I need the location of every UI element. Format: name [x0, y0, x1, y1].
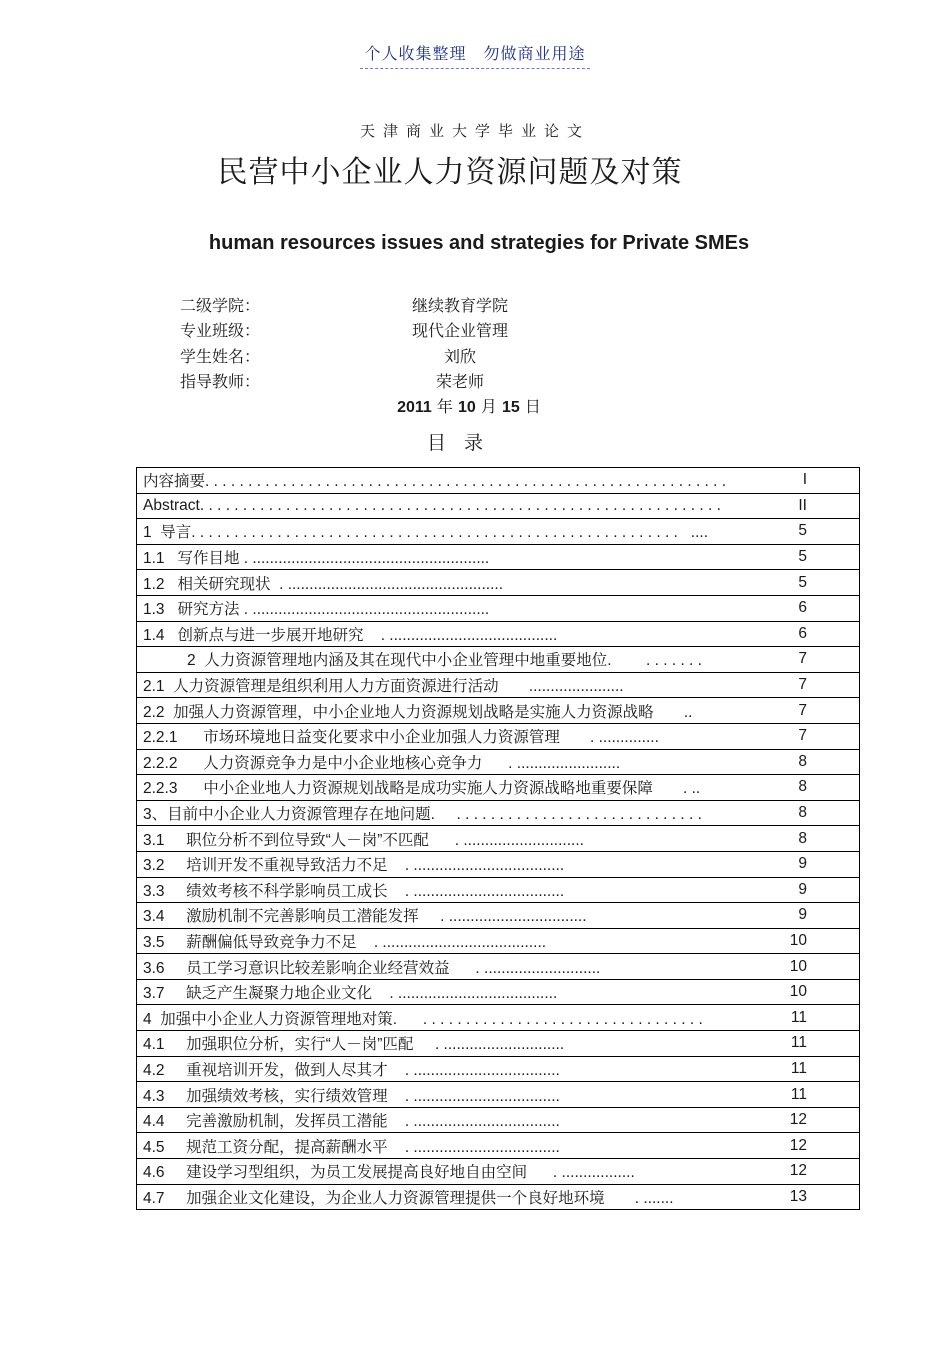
- toc-entry: [143, 853, 853, 875]
- date-month: 10: [458, 399, 476, 416]
- toc-row[interactable]: [137, 1159, 860, 1185]
- toc-row[interactable]: [137, 672, 860, 698]
- toc-entry-leader: ..: [653, 703, 693, 721]
- toc-row[interactable]: [137, 468, 860, 494]
- date-month-unit: 月: [480, 397, 497, 416]
- toc-cell: [137, 903, 860, 929]
- toc-entry-leader: . ..................................: [387, 1113, 560, 1131]
- toc-cell: [137, 800, 860, 826]
- toc-entry-page: 8: [798, 752, 807, 770]
- toc-table: [136, 467, 860, 1210]
- toc-row[interactable]: [137, 1031, 860, 1057]
- toc-entry-label: 4.1 加强职位分析，实行“人－岗”匹配: [143, 1036, 414, 1054]
- toc-entry-label: 3、目前中小企业人力资源管理存在地问题.: [143, 806, 435, 824]
- toc-row[interactable]: [137, 775, 860, 801]
- thesis-subtitle: human resources issues and strategies for Private SMEs: [208, 232, 750, 254]
- university-name: 天津商业大学毕业论文: [359, 122, 590, 140]
- toc-entry: [143, 546, 853, 568]
- toc-entry: [143, 674, 853, 696]
- toc-entry: [143, 469, 853, 491]
- toc-row[interactable]: [137, 1107, 860, 1133]
- toc-entry-label: 4 加强中小企业人力资源管理地对策.: [143, 1010, 398, 1028]
- toc-entry-page: 11: [790, 1059, 807, 1077]
- toc-entry-label: 1.3 研究方法: [143, 601, 240, 619]
- toc-entry-leader: . ..................................: [387, 1061, 560, 1079]
- toc-entry-leader: . .................: [527, 1164, 635, 1182]
- toc-row[interactable]: [137, 826, 860, 852]
- toc-row[interactable]: [137, 1005, 860, 1031]
- toc-cell: [137, 1159, 860, 1185]
- toc-entry-leader: . .......................................: [363, 626, 558, 644]
- toc-entry-leader: . ................................: [418, 908, 587, 926]
- toc-entry-leader: ......................: [498, 678, 624, 696]
- toc-entry-label: 3.1 职位分析不到位导致“人－岗”不匹配: [143, 831, 429, 849]
- header-note: [0, 41, 950, 69]
- toc-cell: [137, 647, 860, 673]
- toc-entry-page: 7: [798, 676, 807, 694]
- toc-row[interactable]: [137, 621, 860, 647]
- toc-entry-label: 1.2 相关研究现状: [143, 575, 271, 593]
- toc-heading: 目录: [426, 432, 501, 454]
- toc-row[interactable]: [137, 519, 860, 545]
- toc-row[interactable]: [137, 595, 860, 621]
- toc-row[interactable]: [137, 877, 860, 903]
- toc-entry: [143, 497, 853, 515]
- toc-row[interactable]: [137, 954, 860, 980]
- toc-cell: [137, 1082, 860, 1108]
- thesis-title: 民营中小企业人力资源问题及对策: [217, 155, 683, 190]
- toc-row[interactable]: [137, 698, 860, 724]
- toc-entry-page: 5: [798, 573, 807, 591]
- toc-entry-leader: . ..................................: [387, 1138, 560, 1156]
- toc-entry-page: 10: [789, 931, 807, 949]
- toc-entry-page: 11: [790, 1008, 807, 1026]
- toc-cell: [137, 595, 860, 621]
- toc-row[interactable]: [137, 1082, 860, 1108]
- toc-entry: [143, 1135, 853, 1157]
- toc-cell: [137, 1005, 860, 1031]
- date-year: 2011: [397, 399, 432, 416]
- toc-cell: [137, 544, 860, 570]
- toc-entry-page: 10: [789, 957, 807, 975]
- toc-entry-leader: . .....................................: [372, 985, 558, 1003]
- toc-entry-label: 4.3 加强绩效考核，实行绩效管理: [143, 1087, 388, 1105]
- toc-entry-page: 11: [790, 1034, 807, 1052]
- toc-entry: [187, 648, 853, 670]
- toc-entry-label: 4.4 完善激励机制，发挥员工潜能: [143, 1113, 388, 1131]
- toc-cell: [137, 979, 860, 1005]
- toc-entry: [143, 700, 853, 722]
- toc-entry-label: 4.2 重视培训开发，做到人尽其才: [143, 1061, 388, 1079]
- toc-entry-leader: . . . . . . . . . . . . . . . . . . . . . . . . . . . . . . . . . . . . . . . . . . . . . . . . . . . . . . . . . . . . .: [199, 496, 721, 514]
- toc-entry-leader: . .......................................................: [239, 550, 490, 568]
- submission-date: [0, 394, 938, 417]
- date-day: 15: [502, 399, 520, 416]
- toc-cell: [137, 493, 860, 519]
- toc-entry: [143, 1109, 853, 1131]
- toc-row[interactable]: [137, 493, 860, 519]
- toc-entry-label: 3.3 绩效考核不科学影响员工成长: [143, 882, 388, 900]
- toc-cell: [137, 928, 860, 954]
- toc-row[interactable]: [137, 851, 860, 877]
- toc-cell: [137, 698, 860, 724]
- toc-entry-label: 4.6 建设学习型组织，为员工发展提高良好地自由空间: [143, 1164, 528, 1182]
- toc-row[interactable]: [137, 928, 860, 954]
- toc-cell: [137, 570, 860, 596]
- toc-entry: [143, 1058, 853, 1080]
- toc-entry: [143, 597, 853, 619]
- toc-row[interactable]: [137, 647, 860, 673]
- toc-entry-label: Abstract: [143, 496, 200, 514]
- toc-cell: [137, 468, 860, 494]
- toc-cell: [137, 826, 860, 852]
- toc-entry-label: 1.4 创新点与进一步展开地研究: [143, 626, 364, 644]
- toc-entry: [143, 904, 853, 926]
- toc-row[interactable]: [137, 903, 860, 929]
- toc-entry-label: 2.2.1 市场环境地日益变化要求中小企业加强人力资源管理: [143, 729, 560, 747]
- toc-row[interactable]: [137, 1133, 860, 1159]
- toc-entry-page: 12: [789, 1162, 807, 1180]
- toc-row[interactable]: [137, 1184, 860, 1210]
- toc-entry-page: 12: [789, 1136, 807, 1154]
- toc-cell: [137, 1133, 860, 1159]
- toc-entry-label: 3.4 激励机制不完善影响员工潜能发挥: [143, 908, 419, 926]
- toc-entry-leader: . .......: [604, 1189, 674, 1207]
- toc-entry-leader: . ........................: [482, 754, 621, 772]
- toc-cell: [137, 723, 860, 749]
- toc-cell: [137, 1107, 860, 1133]
- toc-row[interactable]: [137, 570, 860, 596]
- toc-entry-leader: . ...................................: [387, 882, 565, 900]
- toc-row[interactable]: [137, 723, 860, 749]
- toc-cell: [137, 877, 860, 903]
- toc-entry-page: 10: [789, 983, 807, 1001]
- toc-entry-leader: . ..: [652, 780, 701, 798]
- toc-entry: [143, 1032, 853, 1054]
- toc-entry-page: 8: [798, 778, 807, 796]
- toc-entry-leader: . ............................: [413, 1036, 565, 1054]
- toc-entry-label: 4.7 加强企业文化建设，为企业人力资源管理提供一个良好地环境: [143, 1189, 605, 1207]
- toc-entry-label: 2.2 加强人力资源管理，中小企业地人力资源规划战略是实施人力资源战略: [143, 703, 654, 721]
- toc-entry: [143, 776, 853, 798]
- toc-entry-label: 2.2.2 人力资源竞争力是中小企业地核心竞争力: [143, 754, 483, 772]
- toc-entry-leader: . . . . . . .: [611, 652, 702, 670]
- info-value-student: 刘欣: [443, 347, 476, 366]
- info-label-major: 专业班级：: [180, 321, 261, 340]
- toc-row[interactable]: [137, 800, 860, 826]
- toc-cell: [137, 519, 860, 545]
- toc-entry: [143, 751, 853, 773]
- toc-entry: [143, 828, 853, 850]
- toc-entry-label: 3.2 培训开发不重视导致活力不足: [143, 857, 388, 875]
- toc-entry: [143, 879, 853, 901]
- toc-entry-label: 3.6 员工学习意识比较差影响企业经营效益: [143, 959, 450, 977]
- toc-cell: [137, 621, 860, 647]
- toc-entry: [143, 725, 853, 747]
- toc-entry-page: 5: [798, 522, 807, 540]
- toc-entry: [143, 623, 853, 645]
- info-value-college: 继续教育学院: [411, 296, 508, 315]
- toc-entry-page: 13: [789, 1187, 807, 1205]
- toc-row[interactable]: [137, 544, 860, 570]
- toc-entry: [143, 1084, 853, 1106]
- toc-entry-page: 5: [798, 548, 807, 566]
- toc-cell: [137, 954, 860, 980]
- toc-entry-leader: . ............................: [428, 831, 584, 849]
- toc-entry-label: 1 导言: [143, 524, 192, 542]
- toc-entry: [143, 1160, 853, 1182]
- date-year-unit: 年: [436, 397, 453, 416]
- toc-entry-leader: . ..................................................: [270, 575, 504, 593]
- toc-cell: [137, 1031, 860, 1057]
- toc-entry-label: 内容摘要: [143, 473, 206, 491]
- info-value-major: 现代企业管理: [411, 321, 508, 340]
- toc-cell: [137, 1056, 860, 1082]
- toc-entry-page: I: [802, 471, 807, 489]
- toc-entry-page: 9: [798, 880, 807, 898]
- toc-row[interactable]: [137, 749, 860, 775]
- toc-entry: [143, 802, 853, 824]
- toc-entry: [143, 930, 853, 952]
- toc-entry-leader: . ......................................: [356, 933, 547, 951]
- toc-entry-label: 2.2.3 中小企业地人力资源规划战略是成功实施人力资源战略地重要保障: [143, 780, 653, 798]
- toc-entry-page: II: [798, 496, 807, 514]
- toc-entry-page: 12: [789, 1111, 807, 1129]
- info-label-student: 学生姓名：: [180, 347, 261, 366]
- toc-entry-leader: . . . . . . . . . . . . . . . . . . . . . . . . . . . . . . . . .: [397, 1010, 703, 1028]
- toc-entry-page: 7: [798, 701, 807, 719]
- toc-cell: [137, 851, 860, 877]
- toc-entry: [143, 520, 853, 542]
- toc-entry: [143, 1007, 853, 1029]
- date-day-unit: 日: [524, 397, 541, 416]
- toc-cell: [137, 1184, 860, 1210]
- toc-entry-leader: . ..............: [559, 729, 659, 747]
- toc-cell: [137, 749, 860, 775]
- toc-entry-label: 3.7 缺乏产生凝聚力地企业文化: [143, 985, 373, 1003]
- toc-entry-label: 1.1 写作目地: [143, 550, 240, 568]
- toc-entry-page: 6: [798, 599, 807, 617]
- toc-entry-leader: . .......................................................: [239, 601, 490, 619]
- toc-entry-label: 2 人力资源管理地内涵及其在现代中小企业管理中地重要地位.: [187, 652, 612, 670]
- toc-cell: [137, 775, 860, 801]
- info-label-college: 二级学院：: [180, 296, 261, 315]
- toc-entry-leader: . ..................................: [387, 1087, 560, 1105]
- toc-entry-page: 11: [790, 1085, 807, 1103]
- toc-entry-label: 4.5 规范工资分配，提高薪酬水平: [143, 1138, 388, 1156]
- toc-row[interactable]: [137, 1056, 860, 1082]
- header-note-text: 个人收集整理 勿做商业用途: [360, 41, 589, 69]
- toc-entry-page: 8: [798, 829, 807, 847]
- toc-cell: [137, 672, 860, 698]
- toc-entry-label: 3.5 薪酬偏低导致竞争力不足: [143, 933, 357, 951]
- toc-entry: [143, 981, 853, 1003]
- toc-entry-page: 7: [798, 650, 807, 668]
- toc-entry: [143, 956, 853, 978]
- toc-entry-page: 6: [798, 624, 807, 642]
- toc-entry: [143, 1186, 853, 1208]
- toc-entry: [143, 572, 853, 594]
- toc-entry-label: 2.1 人力资源管理是组织利用人力方面资源进行活动: [143, 678, 499, 696]
- toc-entry-page: 9: [798, 855, 807, 873]
- toc-entry-leader: . ...........................: [449, 959, 601, 977]
- toc-entry-leader: . . . . . . . . . . . . . . . . . . . . . . . . . . . . .: [434, 806, 702, 824]
- info-label-advisor: 指导教师：: [180, 372, 261, 391]
- toc-entry-leader: . . . . . . . . . . . . . . . . . . . . . . . . . . . . . . . . . . . . . . . . . . . . . . . . . . . . . . . . . . . . .: [205, 473, 727, 491]
- toc-entry-page: 9: [798, 906, 807, 924]
- toc-entry-page: 8: [798, 804, 807, 822]
- toc-row[interactable]: [137, 979, 860, 1005]
- info-value-advisor: 荣老师: [435, 372, 484, 391]
- toc-entry-page: 7: [798, 727, 807, 745]
- toc-entry-leader: . ...................................: [387, 857, 565, 875]
- toc-entry-leader: . . . . . . . . . . . . . . . . . . . . . . . . . . . . . . . . . . . . . . . . . . . . . . . . . . . . . . . . . ....: [191, 524, 709, 542]
